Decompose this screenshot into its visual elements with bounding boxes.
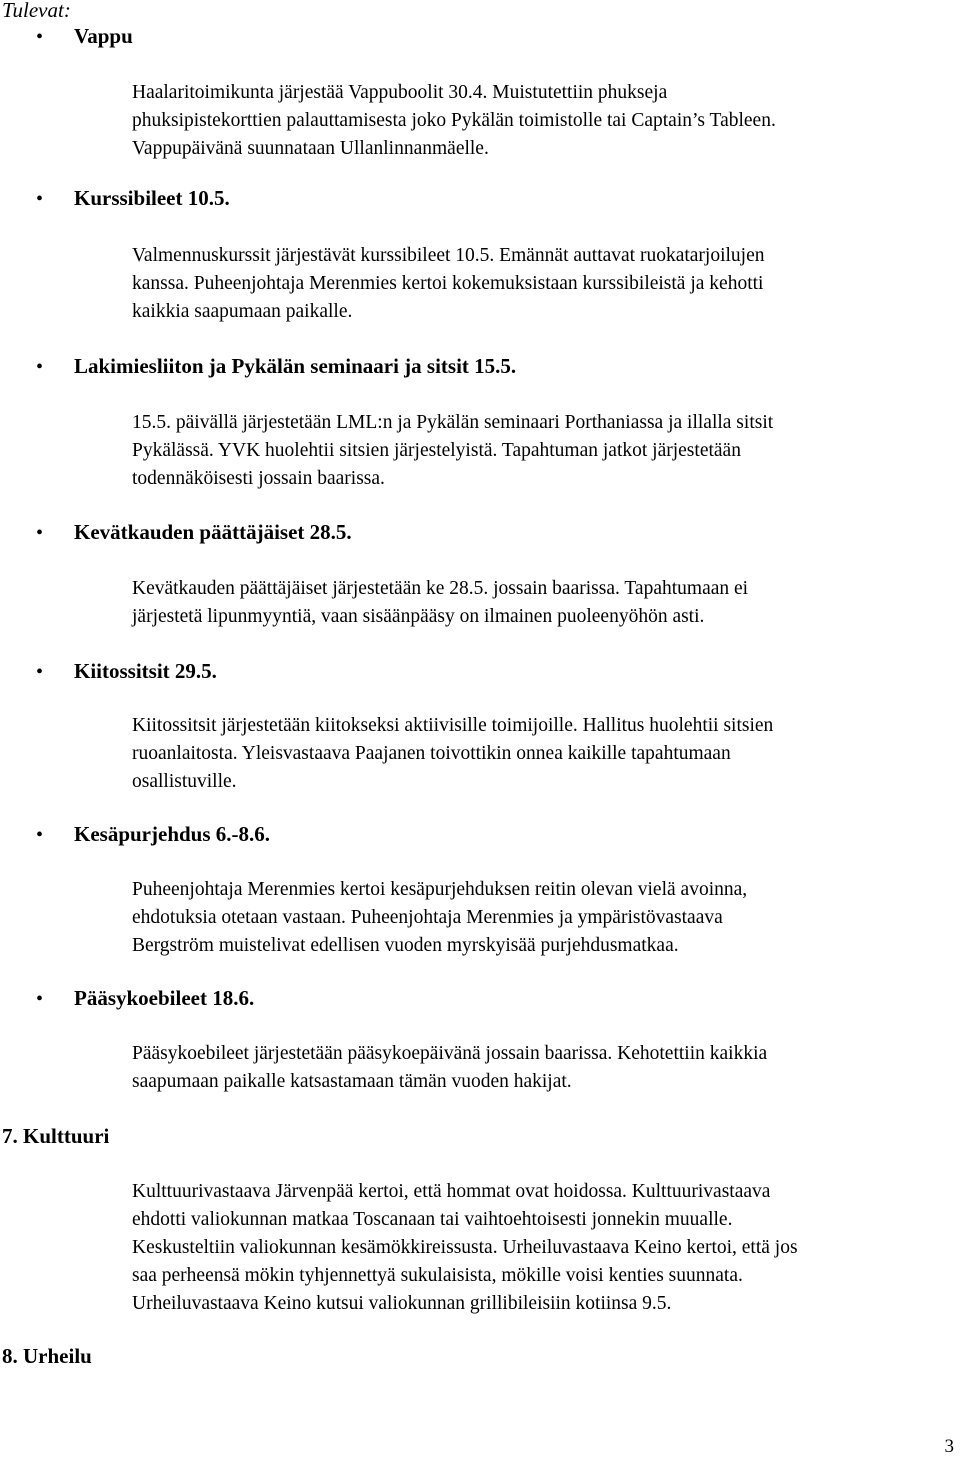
text-line: järjestetä lipunmyyntiä, vaan sisäänpääsy on ilmainen puoleenyöhön asti. (132, 606, 705, 627)
text-line: Bergström muistelivat edellisen vuoden myrskyisää purjehdusmatkaa. (132, 935, 679, 956)
text-line: Pykälässä. YVK huolehtii sitsien järjestelyistä. Tapahtuman jatkot järjestetään (132, 440, 741, 461)
bullet-icon: • (36, 661, 44, 683)
text-line: Haalaritoimikunta järjestää Vappuboolit 30.4. Muistutettiin phukseja (132, 82, 668, 103)
event-description (132, 1040, 932, 1096)
event-title: Lakimiesliiton ja Pykälän seminaari ja sitsit 15.5. (74, 354, 517, 378)
text-line: phuksipistekorttien palauttamisesta joko Pykälän toimistolle tai Captain’s Tableen. (132, 110, 776, 131)
text-line: ehdotti valiokunnan matkaa Toscanaan tai vaihtoehtoisesti jonnekin muualle. (132, 1209, 733, 1230)
text-line: saa perheensä mökin tyhjennettyä sukulaisista, mökille voisi kenties suunnata. (132, 1265, 743, 1286)
event-title: Pääsykoebileet 18.6. (74, 986, 255, 1010)
text-line: osallistuville. (132, 771, 237, 792)
section-heading: 7. Kulttuuri (2, 1124, 110, 1148)
event-description (132, 409, 932, 493)
text-line: Pääsykoebileet järjestetään pääsykoepäivänä jossain baarissa. Kehotettiin kaikkia (132, 1043, 768, 1064)
bullet-icon: • (36, 522, 44, 544)
event-description (132, 712, 932, 796)
text-line: Urheiluvastaava Keino kutsui valiokunnan grillibileisiin kotiinsa 9.5. (132, 1293, 672, 1314)
text-line: kanssa. Puheenjohtaja Merenmies kertoi kokemuksistaan kurssibileistä ja kehotti (132, 273, 764, 294)
event-title: Kurssibileet 10.5. (74, 186, 230, 210)
text-line: Kiitossitsit järjestetään kiitokseksi aktiivisille toimijoille. Hallitus huolehtii sitsien (132, 715, 774, 736)
bullet-icon: • (36, 26, 44, 48)
text-line: kaikkia saapumaan paikalle. (132, 301, 353, 322)
text-line: Kulttuurivastaava Järvenpää kertoi, että hommat ovat hoidossa. Kulttuurivastaava (132, 1181, 771, 1202)
text-line: Keskusteltiin valiokunnan kesämökkireissusta. Urheiluvastaava Keino kertoi, että jos (132, 1237, 798, 1258)
section-heading: 8. Urheilu (2, 1344, 92, 1368)
event-description (132, 242, 932, 326)
bullet-icon: • (36, 824, 44, 846)
bullet-icon: • (36, 188, 44, 210)
upcoming-heading: Tulevat: (2, 0, 71, 22)
text-line: Valmennuskurssit järjestävät kurssibileet 10.5. Emännät auttavat ruokatarjoilujen (132, 245, 765, 266)
text-line: Vappupäivänä suunnataan Ullanlinnanmäelle. (132, 138, 489, 159)
event-title: Kevätkauden päättäjäiset 28.5. (74, 520, 352, 544)
section-body (132, 1178, 932, 1318)
event-title: Kiitossitsit 29.5. (74, 659, 217, 683)
event-description (132, 575, 932, 631)
event-description (132, 876, 932, 960)
event-title: Vappu (74, 24, 133, 48)
event-description (132, 79, 932, 163)
text-line: saapumaan paikalle katsastamaan tämän vuoden hakijat. (132, 1071, 572, 1092)
bullet-icon: • (36, 356, 44, 378)
text-line: ruoanlaitosta. Yleisvastaava Paajanen toivottikin onnea kaikille tapahtumaan (132, 743, 731, 764)
text-line: todennäköisesti jossain baarissa. (132, 468, 385, 489)
text-line: 15.5. päivällä järjestetään LML:n ja Pykälän seminaari Porthaniassa ja illalla sitsit (132, 412, 774, 433)
text-line: Kevätkauden päättäjäiset järjestetään ke 28.5. jossain baarissa. Tapahtumaan ei (132, 578, 749, 599)
event-title: Kesäpurjehdus 6.-8.6. (74, 822, 271, 846)
text-line: ehdotuksia otetaan vastaan. Puheenjohtaja Merenmies ja ympäristövastaava (132, 907, 723, 928)
text-line: Puheenjohtaja Merenmies kertoi kesäpurjehduksen reitin olevan vielä avoinna, (132, 879, 748, 900)
bullet-icon: • (36, 988, 44, 1010)
page-number: 3 (944, 1436, 954, 1457)
